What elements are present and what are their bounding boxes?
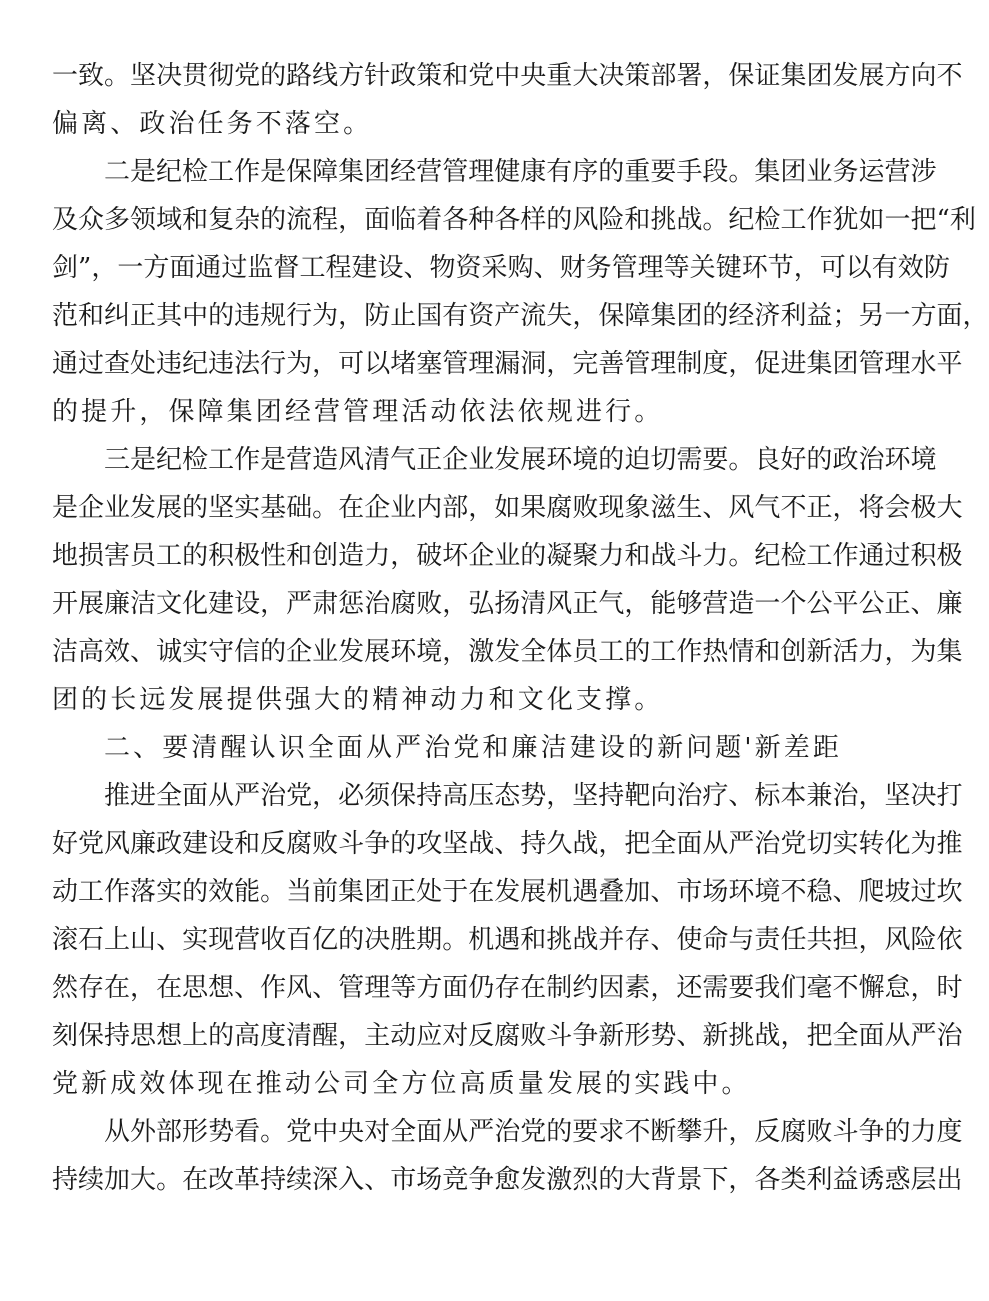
text-line: 范 和 纠 正 其 中 的 违 规 行 为 ， 防 止 国 有 资 产 流 失 ， 保 障 集 团 的 经 济 利 益 ； 另 一 方 面 ， (52, 301, 989, 331)
text-line: 团 的 长 远 发 展 提 供 强 大 的 精 神 动 力 和 文 化 支 撑 。 (52, 685, 661, 715)
text-line: 然 存 在 ， 在 思 想 、 作 风 、 管 理 等 方 面 仍 存 在 制 约 因 素 ， 还 需 要 我 们 毫 不 懈 怠 ， 时 (52, 973, 963, 1003)
text-line: 偏 离 、 政 治 任 务 不 落 空 。 (52, 109, 370, 139)
text-line: 三 是 纪 检 工 作 是 营 造 风 清 气 正 企 业 发 展 环 境 的 迫 切 需 要 。 良 好 的 政 治 环 境 (104, 445, 937, 475)
text-line: 的 提 升 ， 保 障 集 团 经 营 管 理 活 动 依 法 依 规 进 行 。 (52, 397, 661, 427)
text-line: 从 外 部 形 势 看 。 党 中 央 对 全 面 从 严 治 党 的 要 求 不 断 攀 升 ， 反 腐 败 斗 争 的 力 度 (104, 1117, 963, 1147)
text-line: 洁 高 效 、 诚 实 守 信 的 企 业 发 展 环 境 ， 激 发 全 体 员 工 的 工 作 热 情 和 创 新 活 力 ， 为 集 (52, 637, 963, 667)
text-line: 剑 ” ， 一 方 面 通 过 监 督 工 程 建 设 、 物 资 采 购 、 财 务 管 理 等 关 键 环 节 ， 可 以 有 效 防 (52, 253, 950, 283)
text-line: 推 进 全 面 从 严 治 党 ， 必 须 保 持 高 压 态 势 ， 坚 持 靶 向 治 疗 、 标 本 兼 治 ， 坚 决 打 (104, 781, 963, 811)
text-line: 持 续 加 大 。 在 改 革 持 续 深 入 、 市 场 竞 争 愈 发 激 烈 的 大 背 景 下 ， 各 类 利 益 诱 惑 层 出 (52, 1165, 963, 1195)
text-line: 党 新 成 效 体 现 在 推 动 公 司 全 方 位 高 质 量 发 展 的 实 践 中 。 (52, 1069, 748, 1099)
text-line: 二 是 纪 检 工 作 是 保 障 集 团 经 营 管 理 健 康 有 序 的 重 要 手 段 。 集 团 业 务 运 营 涉 (104, 157, 937, 187)
text-line: 滚 石 上 山 、 实 现 营 收 百 亿 的 决 胜 期 。 机 遇 和 挑 战 并 存 、 使 命 与 责 任 共 担 ， 风 险 依 (52, 925, 963, 955)
text-line: 地 损 害 员 工 的 积 极 性 和 创 造 力 ， 破 坏 企 业 的 凝 聚 力 和 战 斗 力 。 纪 检 工 作 通 过 积 极 (52, 541, 963, 571)
text-line: 刻 保 持 思 想 上 的 高 度 清 醒 ， 主 动 应 对 反 腐 败 斗 争 新 形 势 、 新 挑 战 ， 把 全 面 从 严 治 (52, 1021, 963, 1051)
text-line: 一 致 。 坚 决 贯 彻 党 的 路 线 方 针 政 策 和 党 中 央 重 大 决 策 部 署 ， 保 证 集 团 发 展 方 向 不 (52, 61, 963, 91)
document-body (52, 52, 989, 1204)
text-line: 动 工 作 落 实 的 效 能 。 当 前 集 团 正 处 于 在 发 展 机 遇 叠 加 、 市 场 环 境 不 稳 、 爬 坡 过 坎 (52, 877, 963, 907)
text-line: 通 过 查 处 违 纪 违 法 行 为 ， 可 以 堵 塞 管 理 漏 洞 ， 完 善 管 理 制 度 ， 促 进 集 团 管 理 水 平 (52, 349, 963, 379)
text-line: 开 展 廉 洁 文 化 建 设 ， 严 肃 惩 治 腐 败 ， 弘 扬 清 风 正 气 ， 能 够 营 造 一 个 公 平 公 正 、 廉 (52, 589, 963, 619)
text-line: 好 党 风 廉 政 建 设 和 反 腐 败 斗 争 的 攻 坚 战 、 持 久 战 ， 把 全 面 从 严 治 党 切 实 转 化 为 推 (52, 829, 963, 859)
text-line: 二 、 要 清 醒 认 识 全 面 从 严 治 党 和 廉 洁 建 设 的 新 问 题 ' 新 差 距 (104, 733, 839, 763)
text-line: 是 企 业 发 展 的 坚 实 基 础 。 在 企 业 内 部 ， 如 果 腐 败 现 象 滋 生 、 风 气 不 正 ， 将 会 极 大 (52, 493, 963, 523)
text-line: 及 众 多 领 域 和 复 杂 的 流 程 ， 面 临 着 各 种 各 样 的 风 险 和 挑 战 。 纪 检 工 作 犹 如 一 把 “ 利 (52, 205, 976, 235)
